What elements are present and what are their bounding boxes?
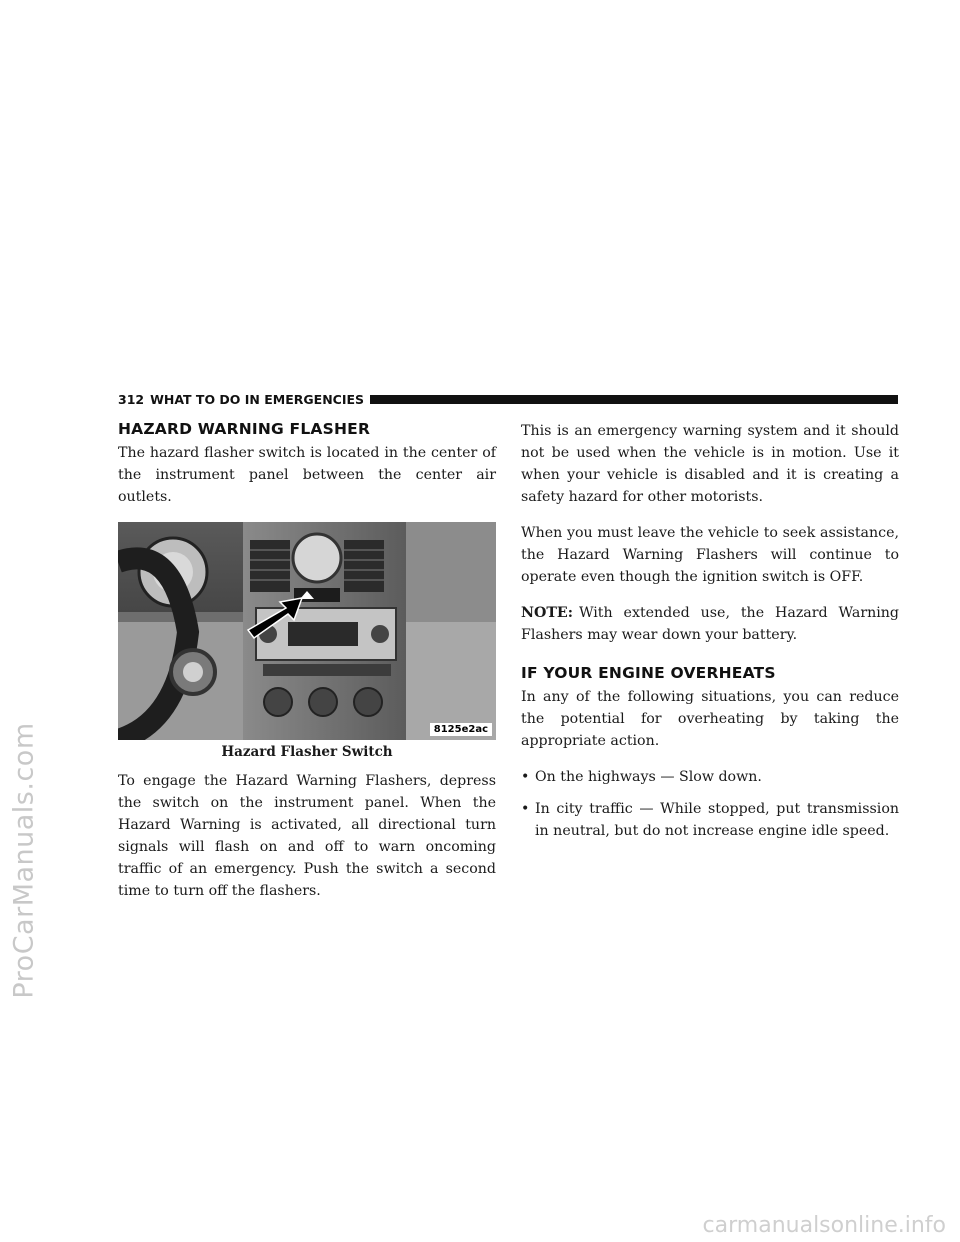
left-column — [118, 420, 496, 916]
note-text: With extended use, the Hazard Warning Flashers may wear down your battery. — [521, 605, 899, 643]
overheat-intro: In any of the following situations, you can reduce the potential for overheating by taking the appropriate action. — [521, 689, 899, 749]
figure-caption: Hazard Flasher Switch — [221, 744, 393, 760]
figure-code: 8125e2ac — [430, 723, 492, 736]
section-title: WHAT TO DO IN EMERGENCIES — [150, 391, 365, 407]
page-number: 312 — [118, 391, 145, 407]
side-watermark-text: ProCarManuals.com — [8, 721, 40, 999]
dashboard-illustration — [118, 522, 496, 740]
emergency-paragraph: This is an emergency warning system and it should not be used when the vehicle is in motion. Use it when your vehicle is disabled and it is creating a safety hazard for other motorists. — [521, 423, 899, 505]
assistance-paragraph: When you must leave the vehicle to seek assistance, the Hazard Warning Flashers will continue to operate even though the ignition switch is OFF. — [521, 525, 899, 585]
list-item: • In city traffic — While stopped, put transmission in neutral, but do not increase engine idle speed. — [521, 798, 899, 842]
right-column — [521, 420, 899, 852]
overheat-list — [521, 766, 899, 842]
side-watermark — [4, 480, 44, 1240]
overheat-heading: IF YOUR ENGINE OVERHEATS — [521, 664, 776, 682]
hazard-body: To engage the Hazard Warning Flashers, depress the switch on the instrument panel. When the Hazard Warning is activated, all directional turn signals will flash on and off to warn oncoming traffic of an emergency. Push the switch a second time to turn off the flashers. — [118, 773, 496, 899]
page-header — [118, 390, 898, 408]
note-label: NOTE: — [521, 605, 573, 621]
header-rule — [370, 395, 898, 404]
bullet-icon: • — [521, 801, 530, 817]
list-item: • On the highways — Slow down. — [521, 766, 899, 788]
bottom-watermark: carmanualsonline.info — [702, 1213, 946, 1238]
hazard-switch-figure — [118, 522, 496, 740]
note-paragraph — [521, 602, 899, 646]
hazard-heading: HAZARD WARNING FLASHER — [118, 420, 371, 438]
bullet-icon: • — [521, 769, 530, 785]
hazard-intro: The hazard flasher switch is located in the center of the instrument panel between the center air outlets. — [118, 445, 496, 505]
